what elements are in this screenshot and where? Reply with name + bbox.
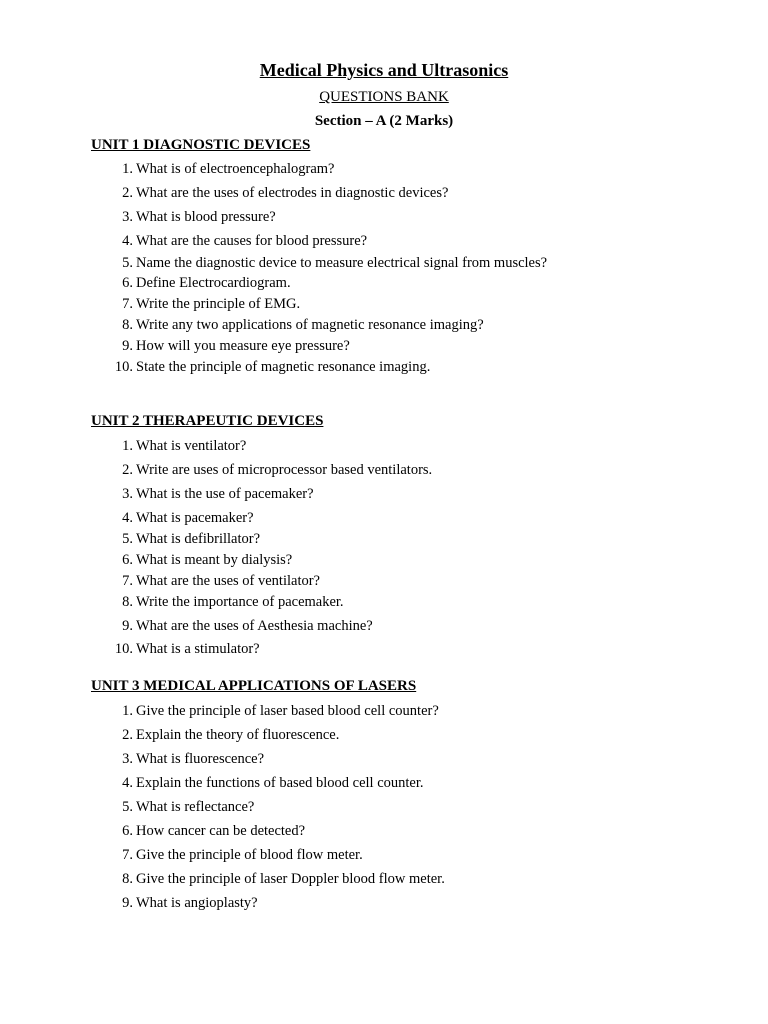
question-text: Give the principle of laser Doppler blood flow meter.	[136, 871, 445, 887]
question-text: Write any two applications of magnetic resonance imaging?	[136, 317, 484, 333]
question-number: 3.	[122, 209, 133, 225]
question-number: 10.	[114, 641, 133, 657]
question-number: 6.	[122, 275, 133, 291]
question-number: 6.	[122, 552, 133, 568]
question-number: 2.	[122, 185, 133, 201]
question-number: 9.	[122, 618, 133, 634]
question-number: 7.	[122, 847, 133, 863]
question-text: Give the principle of blood flow meter.	[136, 847, 363, 863]
question-text: Explain the functions of based blood cell counter.	[136, 775, 424, 791]
question-number: 4.	[122, 233, 133, 249]
question-text: What is meant by dialysis?	[136, 552, 293, 568]
unit-2-heading: UNIT 2 THERAPEUTIC DEVICES	[91, 413, 324, 429]
question-text: What is reflectance?	[136, 799, 255, 815]
question-number: 2.	[122, 462, 133, 478]
question-number: 2.	[122, 727, 133, 743]
question-text: What is the use of pacemaker?	[136, 486, 314, 502]
question-text: Write are uses of microprocessor based ventilators.	[136, 462, 433, 478]
question-number: 3.	[122, 751, 133, 767]
question-text: Write the importance of pacemaker.	[136, 594, 344, 610]
question-text: Define Electrocardiogram.	[136, 275, 291, 291]
question-text: Explain the theory of fluorescence.	[136, 727, 340, 743]
question-number: 8.	[122, 594, 133, 610]
question-text: What is of electroencephalogram?	[136, 161, 335, 177]
question-number: 9.	[122, 338, 133, 354]
question-text: What are the uses of ventilator?	[136, 573, 320, 589]
question-text: What is blood pressure?	[136, 209, 276, 225]
question-text: What is a stimulator?	[136, 641, 260, 657]
question-text: What is defibrillator?	[136, 531, 261, 547]
question-text: How will you measure eye pressure?	[136, 338, 350, 354]
question-text: What are the uses of electrodes in diagnostic devices?	[136, 185, 449, 201]
question-number: 8.	[122, 317, 133, 333]
question-number: 6.	[122, 823, 133, 839]
question-number: 9.	[122, 895, 133, 911]
unit-1-heading: UNIT 1 DIAGNOSTIC DEVICES	[91, 137, 311, 153]
question-text: What is angioplasty?	[136, 895, 258, 911]
question-text: What is ventilator?	[136, 438, 247, 454]
question-number: 5.	[122, 799, 133, 815]
question-number: 10.	[114, 359, 133, 375]
question-text: Write the principle of EMG.	[136, 296, 301, 312]
question-text: Name the diagnostic device to measure electrical signal from muscles?	[136, 255, 548, 271]
document-subtitle: QUESTIONS BANK	[319, 89, 449, 105]
question-text: What is pacemaker?	[136, 510, 254, 526]
question-number: 7.	[122, 296, 133, 312]
unit-3-heading: UNIT 3 MEDICAL APPLICATIONS OF LASERS	[91, 678, 417, 694]
question-text: Give the principle of laser based blood cell counter?	[136, 703, 439, 719]
section-heading: Section – A (2 Marks)	[314, 113, 454, 129]
question-text: What is fluorescence?	[136, 751, 265, 767]
question-number: 4.	[122, 775, 133, 791]
question-text: How cancer can be detected?	[136, 823, 306, 839]
question-number: 3.	[122, 486, 133, 502]
question-number: 1.	[122, 703, 133, 719]
question-number: 7.	[122, 573, 133, 589]
question-number: 8.	[122, 871, 133, 887]
question-text: What are the causes for blood pressure?	[136, 233, 368, 249]
question-number: 4.	[122, 510, 133, 526]
question-text: What are the uses of Aesthesia machine?	[136, 618, 373, 634]
question-number: 1.	[122, 438, 133, 454]
question-number: 5.	[122, 255, 133, 271]
question-number: 1.	[122, 161, 133, 177]
question-text: State the principle of magnetic resonance imaging.	[136, 359, 431, 375]
document-title: Medical Physics and Ultrasonics	[259, 60, 509, 80]
question-number: 5.	[122, 531, 133, 547]
